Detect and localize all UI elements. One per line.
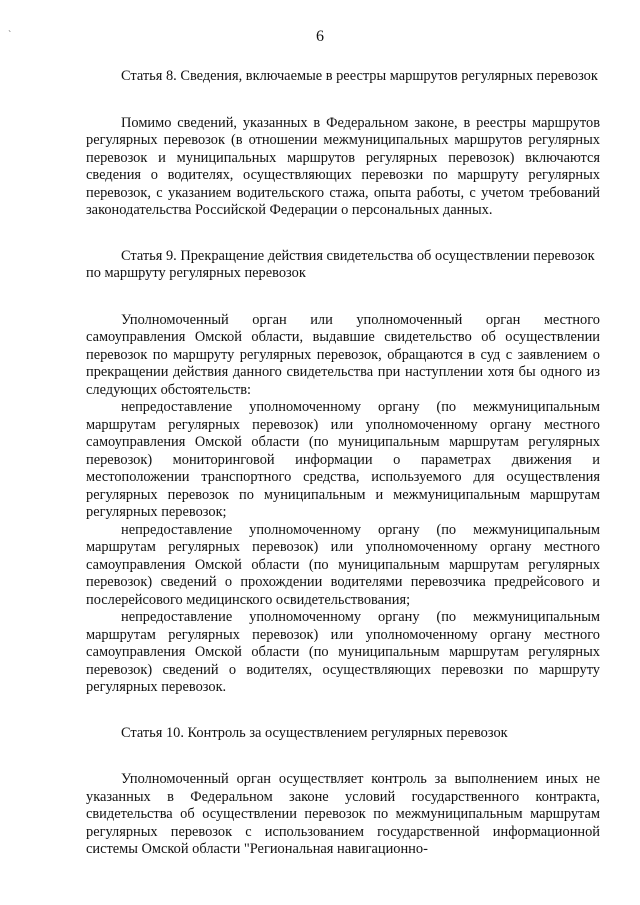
- article-9-item-drivers: непредоставление уполномоченному органу (по межмуниципальным маршрутам регулярных перевозок) или уполномоченному органу местного самоуправления Омской области (по муниципальным маршрутам регулярных перевозок) сведений о водителях, осуществляющих перевозки по маршруту регулярных перевозок.: [86, 609, 600, 695]
- article-10-paragraph: Уполномоченный орган осуществляет контроль за выполнением иных не указанных в Федеральном законе условий государственного контракта, свидетельства об осуществлении перевозок по межмуниципальным маршрутам регулярных перевозок с использованием государственной информационной системы Омской области "Региональная навигационно-: [86, 771, 600, 857]
- article-8-paragraph: Помимо сведений, указанных в Федеральном законе, в реестры маршрутов регулярных перевозок (в отношении межмуниципальных маршрутов регулярных перевозок и муниципальных маршрутов регулярных перевозок) включаются сведения о водителях, осуществляющих перевозки по маршруту регулярных перевозок, с указанием водительского стажа, опыта работы, с учетом требований законодательства Российской Федерации о персональных данных.: [86, 114, 600, 218]
- document-body: [86, 68, 600, 859]
- scan-corner-mark: `: [8, 30, 12, 41]
- article-10-heading: Статья 10. Контроль за осуществлением регулярных перевозок: [121, 724, 508, 741]
- article-9-heading: Статья 9. Прекращение действия свидетельства об осуществлении перевозок по маршруту регулярных перевозок: [86, 247, 595, 281]
- page-number: 6: [316, 28, 324, 45]
- article-9-paragraph-intro: Уполномоченный орган или уполномоченный орган местного самоуправления Омской области, выдавшие свидетельство об осуществлении перевозок по маршруту регулярных перевозок, обращаются в суд с заявлением о прекращении действия данного свидетельства при наступлении хотя бы одного из следующих обстоятельств:: [86, 311, 600, 398]
- article-9-item-medical: непредоставление уполномоченному органу (по межмуниципальным маршрутам регулярных перевозок) или уполномоченному органу местного самоуправления Омской области (по муниципальным маршрутам регулярных перевозок) сведений о прохождении водителями перевозчика предрейсового и послерейсового медицинского освидетельствования;: [86, 521, 600, 608]
- article-9-item-monitoring: непредоставление уполномоченному органу (по межмуниципальным маршрутам регулярных перевозок) или уполномоченному органу местного самоуправления Омской области (по муниципальным маршрутам регулярных перевозок) мониторинговой информации о параметрах движения и местоположении транспортного средства, используемого для осуществления регулярных перевозок по муниципальным и межмуниципальным маршрутам регулярных перевозок;: [86, 399, 600, 520]
- article-8-heading: Статья 8. Сведения, включаемые в реестры маршрутов регулярных перевозок: [121, 68, 598, 84]
